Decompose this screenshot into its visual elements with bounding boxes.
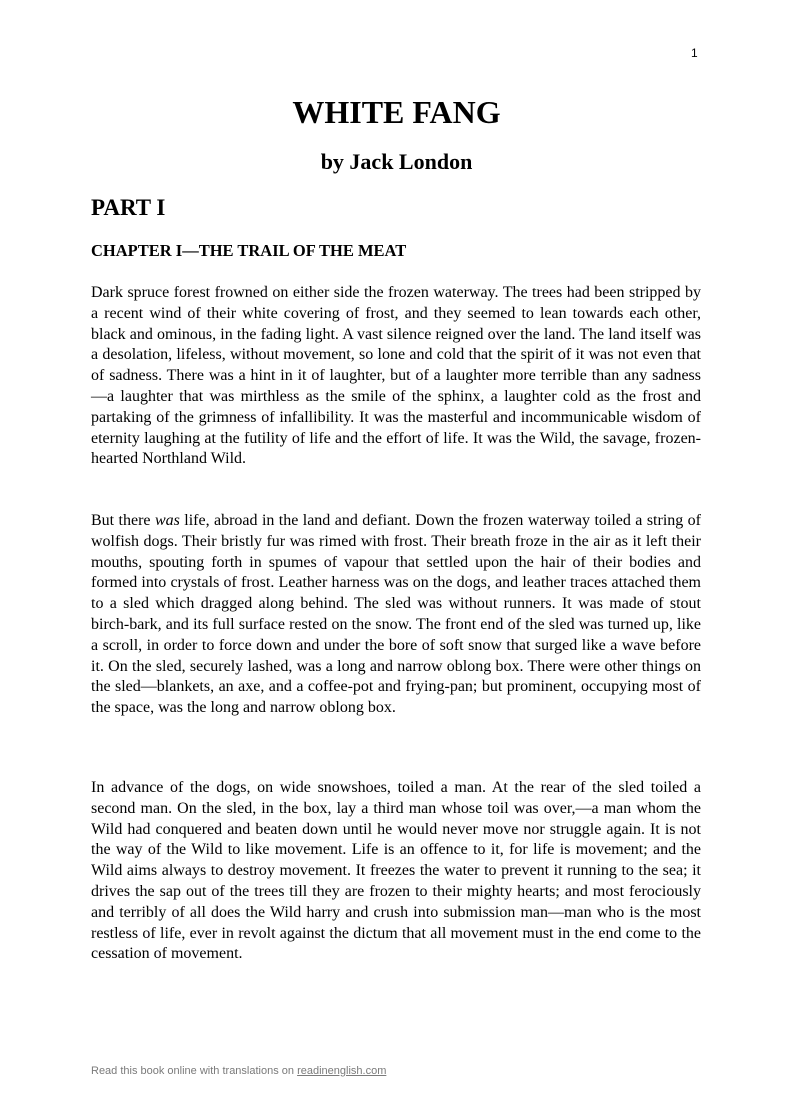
paragraph-1: Dark spruce forest frowned on either side the frozen waterway. The trees had been stripped by a recent wind of their white covering of frost, and they seemed to lean towards each other, black and ominous, in the fading light. A vast silence reigned over the land. The land itself was a desolation, lifeless, without movement, so lone and cold that the spirit of it was not even that of sadness. There was a hint in it of laughter, but of a laughter more terrible than any sadness—a laughter that was mirthless as the smile of the sphinx, a laughter cold as the frost and partaking of the grimness of infallibility. It was the masterful and incommunicable wisdom of eternity laughing at the futility of life and the effort of life. It was the Wild, the savage, frozen-hearted Northland Wild. [91,284,701,468]
footer [91,1065,386,1077]
book-title: WHITE FANG [292,94,501,130]
paragraph-2-lead: But there [91,512,155,529]
footer-link[interactable]: readinenglish.com [297,1065,387,1077]
paragraph-2 [91,511,701,719]
footer-text: Read this book online with translations on [91,1065,298,1077]
page-number: 1 [691,46,698,60]
chapter-heading: CHAPTER I—THE TRAIL OF THE MEAT [91,241,407,260]
paragraph-3: In advance of the dogs, on wide snowshoes, toiled a man. At the rear of the sled toiled a second man. On the sled, in the box, lay a third man whose toil was over,—a man whom the Wild had conquered and beaten down until he would never move nor struggle again. It is not the way of the Wild to like movement. Life is an offence to it, for life is movement; and the Wild aims always to destroy movement. It freezes the water to prevent it running to the sea; it drives the sap out of the trees till they are frozen to their mighty hearts; and most ferociously and terribly of all does the Wild harry and crush into submission man—man who is the most restless of life, ever in revolt against the dictum that all movement must in the end come to the cessation of movement. [91,779,701,963]
part-heading: PART I [91,195,166,220]
paragraph-2-rest: life, abroad in the land and defiant. Down the frozen waterway toiled a string of wolfish dogs. Their bristly fur was rimed with frost. Their breath froze in the air as it left their mouths, spouting forth in spumes of vapour that settled upon the hair of their bodies and formed into crystals of frost. Leather harness was on the dogs, and leather traces attached them to a sled which dragged along behind. The sled was without runners. It was made of stout birch-bark, and its full surface rested on the snow. The front end of the sled was turned up, like a scroll, in order to force down and under the bore of soft snow that surged like a wave before it. On the sled, securely lashed, was a long and narrow oblong box. There were other things on the sled—blankets, an axe, and a coffee-pot and frying-pan; but prominent, occupying most of the space, was the long and narrow oblong box. [91,512,702,717]
paragraph-2-emphasis: was [154,512,180,529]
book-author: by Jack London [320,149,473,174]
